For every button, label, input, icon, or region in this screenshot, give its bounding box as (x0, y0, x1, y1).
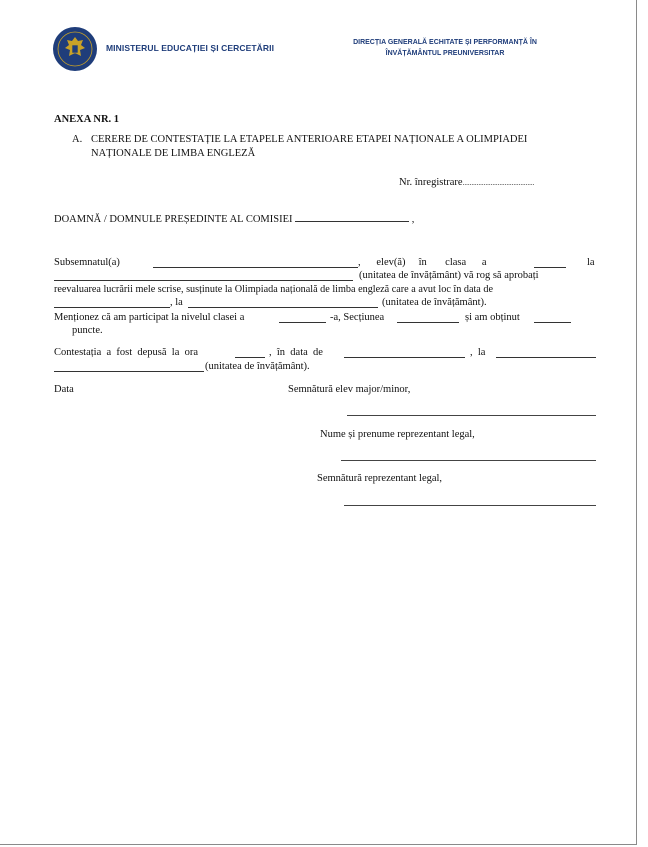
mentionez-text: Menționez că am participat la nivelul clasei a (54, 312, 245, 323)
venue-blank[interactable] (188, 298, 378, 308)
obtinut-label: și am obținut (465, 312, 520, 323)
unitatea2-text: (unitatea de învățământ). (205, 361, 310, 372)
ministry-name: MINISTERUL EDUCAȚIEI ȘI CERCETĂRII (106, 43, 275, 53)
directorate-name (340, 37, 550, 59)
registration-number-field[interactable] (399, 177, 534, 189)
registration-label: Nr. înregistrare (399, 177, 463, 188)
student-signature-label: Semnătură elev major/minor, (288, 384, 411, 395)
representative-name-line[interactable] (341, 460, 596, 461)
registration-dots: ......................................... (462, 179, 535, 187)
student-signature-line[interactable] (347, 415, 596, 416)
filing-date-blank[interactable] (344, 348, 465, 358)
directorate-line-1: DIRECȚIA GENERALĂ ECHITATE ȘI PERFORMANȚĂ ÎN (353, 39, 537, 46)
heading-line-1: CERERE DE CONTESTAȚIE LA ETAPELE ANTERIOARE ETAPEI NAȚIONALE A OLIMPIADEI (91, 134, 528, 145)
directorate-line-2: ÎNVĂȚĂMÂNTUL PREUNIVERSITAR (385, 50, 505, 57)
puncte-label: puncte. (72, 325, 103, 336)
salutation-text: DOAMNĂ / DOMNULE PREȘEDINTE AL COMISIEI (54, 214, 293, 225)
representative-name-label: Nume și prenume reprezentant legal, (320, 429, 475, 440)
reevaluarea-text: reevaluarea lucrării mele scrise, susținute la Olimpiada națională de limba engleză care a avut loc în data de (54, 284, 493, 295)
heading-line-2: NAȚIONALE DE LIMBA ENGLEZĂ (91, 148, 256, 159)
government-seal-logo (52, 26, 98, 72)
filing-place-blank[interactable] (496, 348, 596, 358)
la-label: la (587, 257, 595, 268)
filing-school-blank[interactable] (54, 362, 204, 372)
representative-signature-line[interactable] (344, 505, 596, 506)
salutation (54, 212, 414, 226)
unitatea-rog-text: (unitatea de învățământ) vă rog să aprobați (359, 270, 539, 281)
date-label: Data (54, 384, 74, 395)
date-blank[interactable] (54, 298, 170, 308)
representative-signature-label: Semnătură reprezentant legal, (317, 473, 443, 484)
unitatea-text: (unitatea de învățământ). (382, 297, 487, 308)
sectiunea-label: -a, Secțiunea (330, 312, 385, 323)
hour-blank[interactable] (235, 348, 265, 358)
points-blank[interactable] (534, 313, 571, 323)
salutation-comma: , (411, 214, 415, 225)
section-marker: A. (72, 134, 83, 145)
elev-label: , elev(ă) în clasa a (358, 257, 487, 268)
letterhead (52, 26, 612, 72)
commission-name-blank[interactable] (295, 212, 409, 222)
la2-label: , la (170, 297, 183, 308)
class-blank[interactable] (534, 258, 566, 268)
annex-title: ANEXA NR. 1 (54, 114, 120, 125)
grade-level-blank[interactable] (279, 313, 326, 323)
la3-label: , la (470, 347, 486, 358)
school-blank[interactable] (54, 271, 353, 281)
in-data-label: , în data de (269, 347, 323, 358)
subsemnatul-label: Subsemnatul(a) (54, 257, 120, 268)
section-blank[interactable] (397, 313, 459, 323)
contestatia-text: Contestația a fost depusă la ora (54, 347, 199, 358)
student-name-blank[interactable] (153, 258, 358, 268)
